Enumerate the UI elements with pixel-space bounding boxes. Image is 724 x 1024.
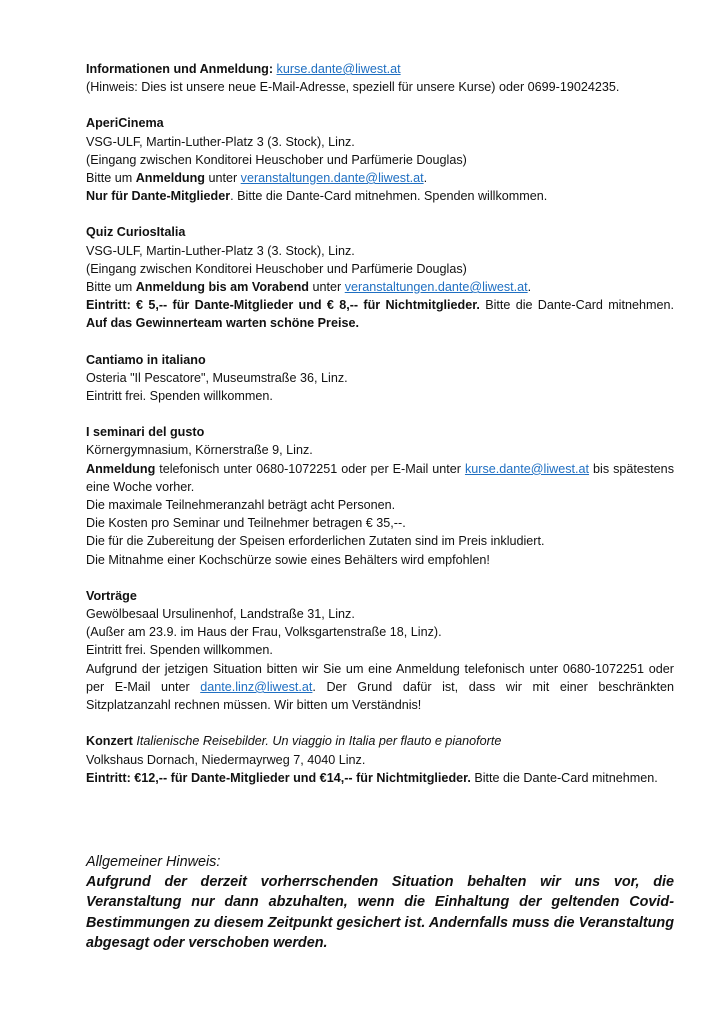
apericinema-address: VSG-ULF, Martin-Luther-Platz 3 (3. Stock), Linz. bbox=[86, 134, 355, 149]
general-notice bbox=[86, 852, 674, 954]
quiz-fee-bold: Eintritt: € 5,-- für Dante-Mitglieder und € 8,-- für Nichtmitglieder. bbox=[86, 298, 480, 313]
info-hint: (Hinweis: Dies ist unsere neue E-Mail-Adresse, speziell für unsere Kurse) oder 0699-19024235. bbox=[86, 80, 620, 95]
quiz-fee-rest: Bitte die Dante-Card mitnehmen. bbox=[479, 298, 674, 313]
notice-text: Aufgrund der derzeit vorherrschenden Situation behalten wir uns vor, die Veranstaltung nur dann abzuhalten, wenn die Einhaltung der geltenden Covid-Bestimmungen zu diesem Zeitpunkt gesichert ist. Andernfalls muss die Veranstaltung abgesagt oder verschoben werden. bbox=[86, 874, 674, 952]
seminari-section bbox=[86, 423, 674, 569]
konzert-fee-paragraph bbox=[86, 769, 674, 787]
konzert-address: Volkshaus Dornach, Niedermayrweg 7, 4040 Linz. bbox=[86, 752, 366, 767]
seminari-max: Die maximale Teilnehmeranzahl beträgt acht Personen. bbox=[86, 498, 396, 513]
cantiamo-note: Eintritt frei. Spenden willkommen. bbox=[86, 389, 273, 404]
quiz-reg-pre: Bitte um bbox=[86, 280, 136, 295]
quiz-reg-post: . bbox=[527, 280, 532, 295]
notice-heading: Allgemeiner Hinweis: bbox=[86, 854, 221, 870]
quiz-email-link[interactable]: veranstaltungen.dante@liwest.at bbox=[344, 280, 528, 295]
quiz-title: Quiz CuriosItalia bbox=[86, 225, 186, 240]
apericinema-members-rest: . Bitte die Dante-Card mitnehmen. Spenden willkommen. bbox=[230, 189, 548, 204]
apericinema-members-bold: Nur für Dante-Mitglieder bbox=[86, 189, 231, 204]
vortraege-exception: (Außer am 23.9. im Haus der Frau, Volksgartenstraße 18, Linz). bbox=[86, 625, 442, 640]
vortraege-registration bbox=[86, 660, 674, 715]
vortraege-email-link[interactable]: dante.linz@liwest.at bbox=[200, 679, 313, 694]
seminari-reg-bold: Anmeldung bbox=[86, 461, 156, 476]
apericinema-section bbox=[86, 114, 674, 205]
vortraege-title: Vorträge bbox=[86, 588, 137, 603]
quiz-reg-mid: unter bbox=[309, 280, 345, 295]
vortraege-address: Gewölbesaal Ursulinenhof, Landstraße 31, Linz. bbox=[86, 607, 355, 622]
quiz-prize-bold: Auf das Gewinnerteam warten schöne Preise. bbox=[86, 316, 359, 331]
seminari-reg-text: telefonisch unter 0680-1072251 oder per E-Mail unter bbox=[155, 461, 465, 476]
konzert-label: Konzert bbox=[86, 734, 133, 749]
quiz-entrance: (Eingang zwischen Konditorei Heuschober und Parfümerie Douglas) bbox=[86, 261, 467, 276]
apericinema-reg-mid: unter bbox=[204, 171, 241, 186]
cantiamo-section bbox=[86, 351, 674, 406]
info-section bbox=[86, 60, 674, 96]
vortraege-reg-post: . Der Grund dafür ist, dass wir mit einer beschränkten Sitzplatzanzahl rechnen müssen. Wir bitten um Verständnis! bbox=[86, 679, 674, 713]
cantiamo-address: Osteria "Il Pescatore", Museumstraße 36, Linz. bbox=[86, 370, 348, 385]
konzert-section bbox=[86, 732, 674, 787]
konzert-fee-bold: Eintritt: €12,-- für Dante-Mitglieder und €14,-- für Nichtmitglieder. bbox=[86, 770, 471, 785]
seminari-ingredients: Die für die Zubereitung der Speisen erforderlichen Zutaten sind im Preis inkludiert. bbox=[86, 534, 545, 549]
seminari-registration bbox=[86, 460, 674, 496]
quiz-address: VSG-ULF, Martin-Luther-Platz 3 (3. Stock), Linz. bbox=[86, 243, 355, 258]
apericinema-entrance: (Eingang zwischen Konditorei Heuschober und Parfümerie Douglas) bbox=[86, 152, 467, 167]
info-email-link[interactable]: kurse.dante@liwest.at bbox=[276, 62, 401, 76]
quiz-fee-paragraph bbox=[86, 296, 674, 332]
vortraege-note: Eintritt frei. Spenden willkommen. bbox=[86, 643, 273, 658]
konzert-subtitle: Italienische Reisebilder. Un viaggio in Italia per flauto e pianoforte bbox=[132, 734, 502, 749]
konzert-fee-rest: Bitte die Dante-Card mitnehmen. bbox=[470, 770, 658, 785]
apericinema-email-link[interactable]: veranstaltungen.dante@liwest.at bbox=[240, 171, 424, 186]
seminari-reg-post: bis spätestens eine Woche vorher. bbox=[86, 461, 674, 494]
vortraege-section bbox=[86, 587, 674, 714]
info-label: Informationen und Anmeldung: bbox=[86, 62, 274, 76]
seminari-address: Körnergymnasium, Körnerstraße 9, Linz. bbox=[86, 443, 313, 458]
seminari-apron: Die Mitnahme einer Kochschürze sowie eines Behälters wird empfohlen! bbox=[86, 552, 490, 567]
quiz-section bbox=[86, 223, 674, 332]
quiz-reg-bold: Anmeldung bis am Vorabend bbox=[135, 280, 310, 295]
seminari-cost: Die Kosten pro Seminar und Teilnehmer betragen € 35,--. bbox=[86, 516, 406, 531]
seminari-email-link[interactable]: kurse.dante@liwest.at bbox=[464, 461, 590, 476]
seminari-title: I seminari del gusto bbox=[86, 425, 205, 440]
apericinema-reg-post: . bbox=[423, 171, 428, 186]
cantiamo-title: Cantiamo in italiano bbox=[86, 352, 206, 367]
apericinema-title: AperiCinema bbox=[86, 116, 164, 131]
apericinema-reg-bold: Anmeldung bbox=[135, 171, 205, 186]
document-body bbox=[86, 60, 674, 805]
vortraege-reg-text: Aufgrund der jetzigen Situation bitten wir Sie um eine Anmeldung telefonisch unter 0680-1072251 oder per E-Mail unter bbox=[86, 661, 674, 694]
apericinema-reg-pre: Bitte um bbox=[86, 171, 136, 186]
